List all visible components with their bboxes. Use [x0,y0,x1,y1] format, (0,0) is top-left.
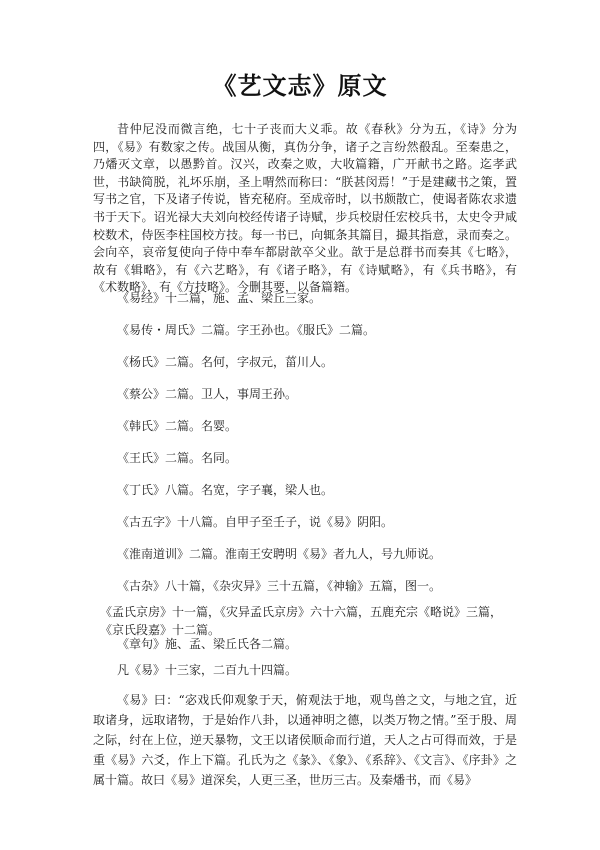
intro-paragraph: 昔仲尼没而微言绝，七十子丧而大义乖。故《春秋》分为五，《诗》分为四，《易》有数家之传。战国从衡，真伪分争，诸子之言纷然殽乱。至秦患之，乃燔灭文章，以愚黔首。汉兴，改秦之败，大收篇籍，广开献书之路。迄孝武世，书缺简脱，礼坏乐崩，圣上喟然而称曰：“朕甚闵焉！”于是建藏书之策，置写书之官，下及诸子传说，皆充秘府。至成帝时，以书颇散亡，使谒者陈农求遗书于天下。诏光禄大夫刘向校经传诸子诗赋，步兵校尉任宏校兵书，太史令尹咸校数术，侍医李柱国校方技。每一书已，向辄条其篇目，撮其指意，录而奏之。会向卒，哀帝复使向子侍中奉车都尉歆卒父业。歆于是总群书而奏其《七略》，故有《辑略》，有《六艺略》，有《诸子略》，有《诗赋略》，有《兵书略》，有《术数略》，有《方技略》。今删其要，以备篇籍。 [93,122,517,295]
entry-guwuzi: 《古五字》十八篇。自甲子至壬子，说《易》阴阳。 [117,515,394,529]
entry-mengshi-jingfang: 《孟氏京房》十一篇，《灾异孟氏京房》六十六篇，五鹿充宗《略说》三篇，《京氏段嘉》十二篇。 [100,605,503,637]
entry-caigong: 《蔡公》二篇。卫人，事周王孙。 [117,387,298,401]
entry-summary: 凡《易》十三家，二百九十四篇。 [117,663,298,677]
entry-zhangju: 《章句》施、孟、梁丘氏各二篇。 [117,637,298,651]
entry-guza: 《古杂》八十篇，《杂灾异》三十五篇，《神输》五篇，图一。 [117,579,442,593]
entry-dingshi: 《丁氏》八篇。名宽，字子襄，梁人也。 [117,483,334,497]
entry-yijing: 《易经》十二篇，施、孟、梁丘三家。 [117,291,322,305]
closing-paragraph: 《易》曰：“宓戏氏仰观象于天，俯观法于地，观鸟兽之文，与地之宜，近取诸身，远取诸物，于是始作八卦，以通神明之德，以类万物之情。”至于殷、周之际，纣在上位，逆天暴物，文王以诸侯顺命而行道，天人之占可得而效，于是重《易》六爻，作上下篇。孔氏为之《彖》、《象》、《系辞》、《文言》、《序卦》之属十篇。故曰《易》道深矣，人更三圣，世历三古。及秦燔书，而《易》 [93,693,517,787]
page-title: 《艺文志》原文 [212,72,388,100]
entry-wangshi: 《王氏》二篇。名同。 [117,451,238,465]
entry-huainan: 《淮南道训》二篇。淮南王安聘明《易》者九人，号九师说。 [117,547,442,561]
entry-hanshi: 《韩氏》二篇。名婴。 [117,419,238,433]
entry-yangshi: 《杨氏》二篇。名何，字叔元，菑川人。 [117,355,334,369]
entry-zhoushi: 《易传・周氏》二篇。字王孙也。《服氏》二篇。 [117,323,376,337]
